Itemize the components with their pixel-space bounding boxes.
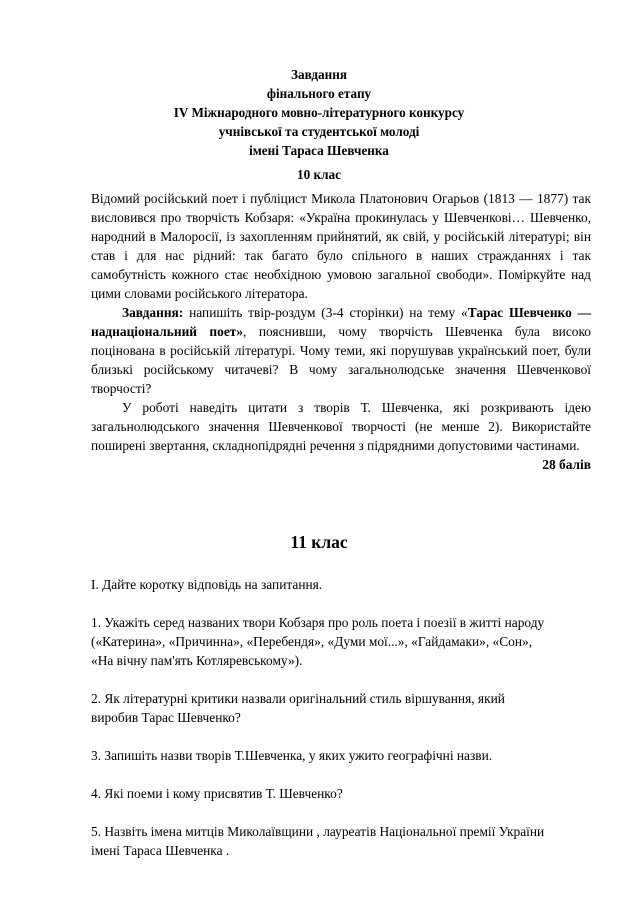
task-label: Завдання: bbox=[122, 305, 184, 320]
grade-11-section-heading: І. Дайте коротку відповідь на запитання. bbox=[91, 577, 323, 592]
header-line-5: імені Тараса Шевченка bbox=[249, 143, 389, 158]
header-line-2: фінального етапу bbox=[266, 86, 372, 101]
grade-10-points: 28 балів bbox=[542, 457, 591, 472]
question-1-line-3: «На вічну пам'ять Котляревському»). bbox=[91, 653, 303, 668]
header-line-4: учнівської та студентської молоді bbox=[218, 124, 420, 139]
question-1-line-2: («Катерина», «Причинна», «Перебендя», «Думи мої...», «Гайдамаки», «Сон», bbox=[91, 634, 533, 649]
question-2-line-1: 2. Як літературні критики назвали оригінальний стиль віршування, який bbox=[91, 691, 505, 706]
grade-10-section bbox=[91, 189, 591, 474]
question-2-line-2: виробив Тарас Шевченко? bbox=[91, 710, 241, 725]
task-text-a: напишіть твір-роздум (3-4 сторінки) на тему « bbox=[183, 305, 468, 320]
header-line-1: Завдання bbox=[291, 67, 347, 82]
grade-10-task bbox=[91, 303, 591, 398]
question-3: 3. Запишіть назви творів Т.Шевченка, у яких ужито географічні назви. bbox=[91, 748, 493, 763]
question-1-line-1: 1. Укажіть серед названих твори Кобзаря про роль поета і поезії в житті народу bbox=[91, 615, 545, 630]
task-topic: Тарас Шевченко — наднаціональний поет» bbox=[91, 305, 591, 339]
question-5-line-1: 5. Назвіть імена митців Миколаївщини , лауреатів Національної премії України bbox=[91, 824, 545, 839]
grade-10-title: 10 клас bbox=[297, 167, 341, 182]
grade-10-intro: Відомий російський поет і публіцист Микола Платонович Огарьов (1813 — 1877) так висловився про творчість Кобзаря: «Україна прокинулась у Шевченкові… Шевченко, народний в Малоросії, із захопленням прийнятий, як свій, у російській літературі; він став і для нас рідний: так багато було спільного в наших стражданнях і так самобутність кожного стає необхідною умовою загальної свободи». Поміркуйте над цими словами російського літератора. bbox=[91, 191, 591, 301]
question-5-line-2: імені Тараса Шевченка . bbox=[91, 843, 230, 858]
grade-11-title: 11 клас bbox=[290, 532, 348, 552]
question-4: 4. Які поеми і кому присвятив Т. Шевченко? bbox=[91, 786, 343, 801]
grade-10-instructions: У роботі наведіть цитати з творів Т. Шевченка, які розкривають ідею загальнолюдського значення Шевченкової творчості (не менше 2). Використайте поширені звертання, складнопідрядні речення з підрядними допустовими частинами. bbox=[91, 400, 591, 453]
task-text-b: , пояснивши, чому творчість Шевченка була високо поцінована в російській літературі. Чому теми, які порушував український поет, були близькі російському читачеві? В чому загальнолюдське значення Шевченкової творчості? bbox=[91, 324, 592, 396]
header-line-3: IV Міжнародного мовно-літературного конкурсу bbox=[173, 105, 465, 120]
